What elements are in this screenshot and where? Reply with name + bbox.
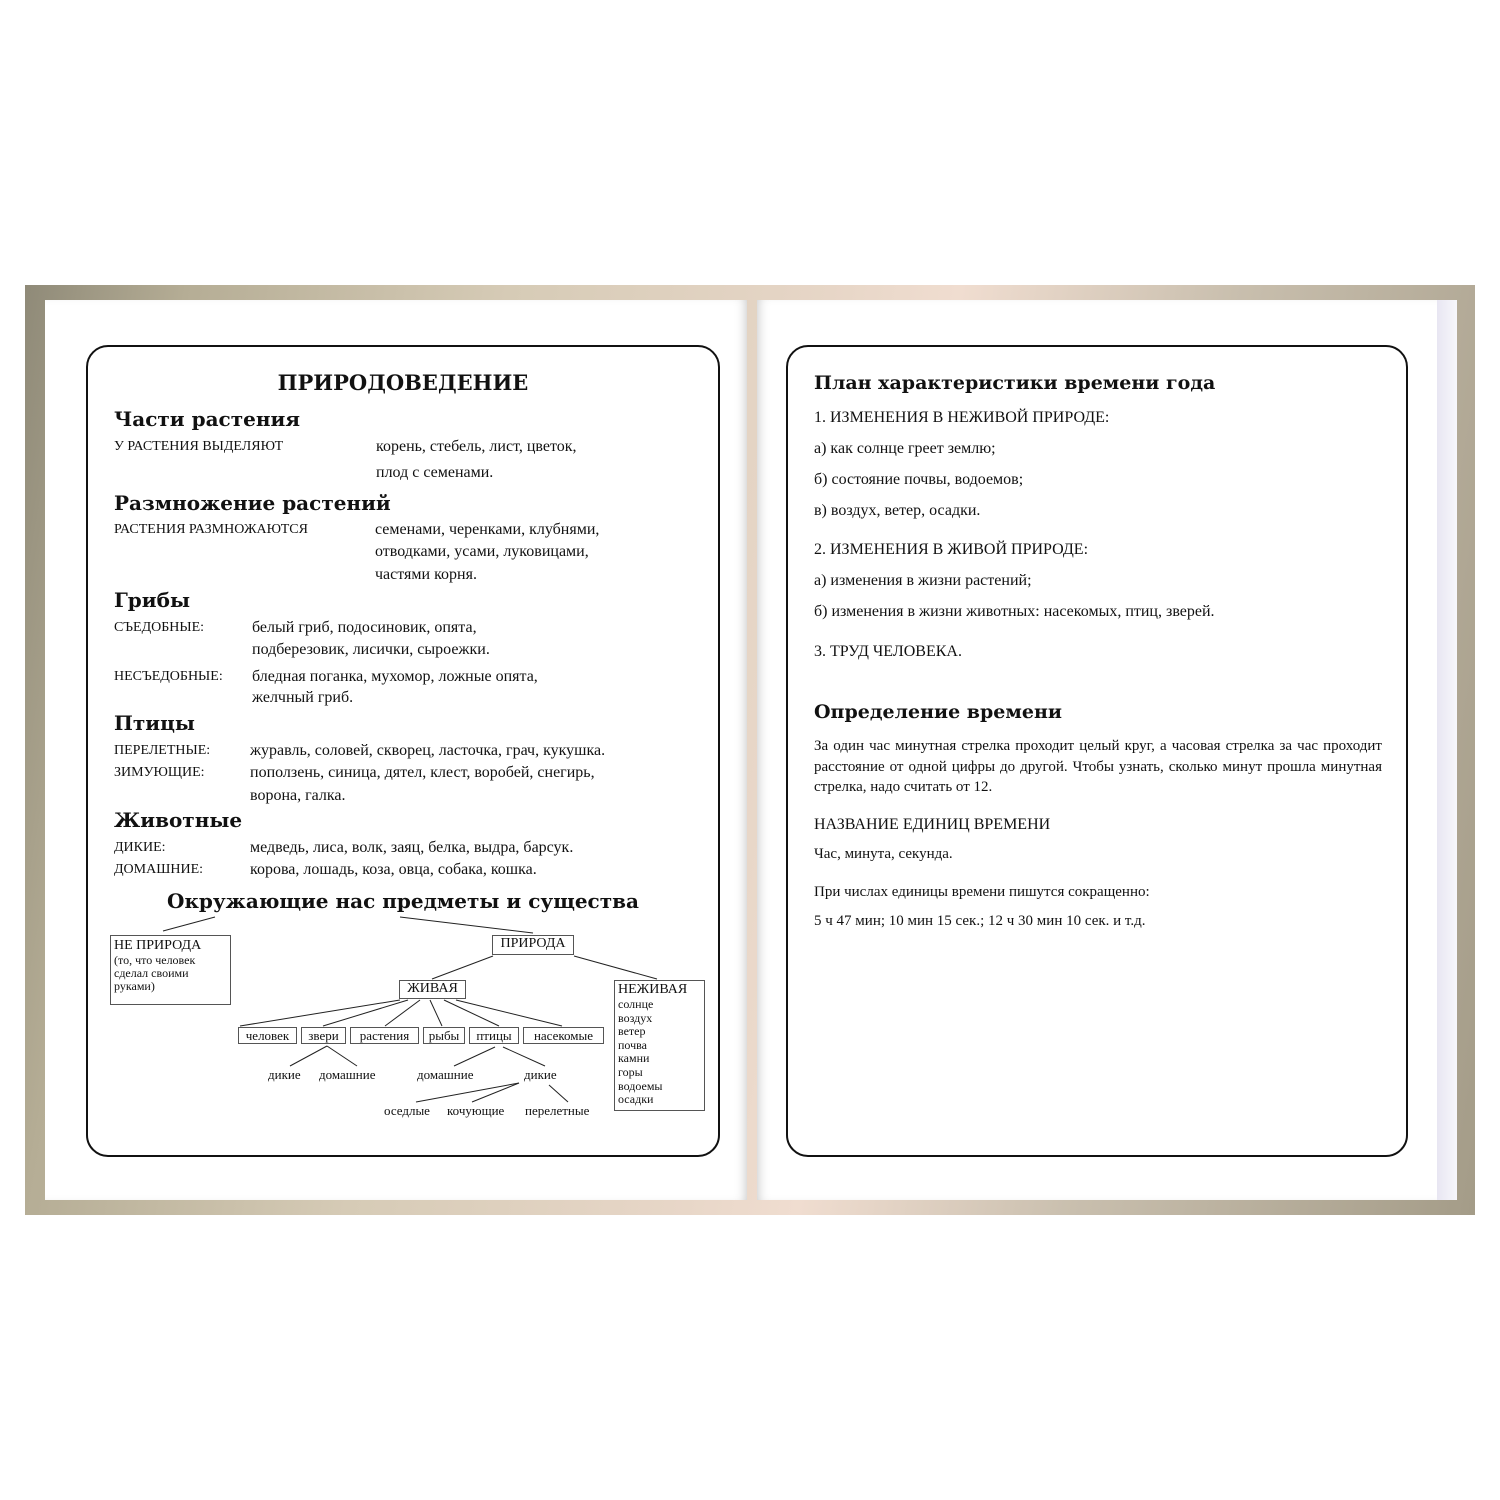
plan-line: а) как солнце греет землю;	[814, 440, 996, 457]
plan-line: б) изменения в жизни животных: насекомых, птиц, зверей.	[814, 603, 1215, 620]
row-value: плод с семенами.	[376, 464, 494, 481]
non-living-box	[614, 980, 705, 1111]
not-nature-desc: сделал своими	[114, 966, 189, 980]
beasts-wild-label: дикие	[268, 1067, 301, 1082]
section-heading: Размножение растений	[114, 491, 391, 515]
plan-line: а) изменения в жизни растений;	[814, 572, 1032, 589]
beasts-domestic-label: домашние	[319, 1067, 376, 1082]
non-living-item: горы	[618, 1064, 643, 1079]
non-living-title: НЕЖИВАЯ	[618, 982, 688, 997]
living-child-box: рыбы	[423, 1027, 465, 1044]
non-living-item: водоемы	[618, 1078, 663, 1093]
living-box: ЖИВАЯ	[399, 980, 466, 999]
birds-domestic-label: домашние	[417, 1067, 474, 1082]
row-label: ПЕРЕЛЕТНЫЕ:	[114, 743, 211, 758]
abbrev-example: 5 ч 47 мин; 10 мин 15 сек.; 12 ч 30 мин 10 сек. и т.д.	[814, 913, 1146, 929]
non-living-item: солнце	[618, 997, 654, 1011]
living-child-box: звери	[301, 1027, 346, 1044]
abbrev-note: При числах единицы времени пишутся сокращенно:	[814, 884, 1150, 900]
section-heading: Грибы	[114, 588, 191, 612]
row-value: белый гриб, подосиновик, опята,	[252, 619, 477, 636]
diagram-title: Окружающие нас предметы и существа	[167, 889, 639, 913]
page-title: ПРИРОДОВЕДЕНИЕ	[277, 370, 529, 395]
row-value: желчный гриб.	[252, 689, 354, 706]
wild-birds-label: перелетные	[525, 1103, 590, 1118]
row-value: медведь, лиса, волк, заяц, белка, выдра, барсук.	[250, 839, 574, 856]
section-heading: Определение времени	[814, 701, 1062, 723]
plan-line: 1. ИЗМЕНЕНИЯ В НЕЖИВОЙ ПРИРОДЕ:	[814, 409, 1110, 426]
section-heading: План характеристики времени года	[814, 372, 1216, 394]
section-heading: Животные	[114, 808, 243, 832]
living-child-box: насекомые	[523, 1027, 604, 1044]
row-label: ДОМАШНИЕ:	[114, 862, 204, 877]
row-value: ворона, галка.	[250, 787, 346, 804]
row-label: ЗИМУЮЩИЕ:	[114, 765, 205, 780]
row-label: У РАСТЕНИЯ ВЫДЕЛЯЮТ	[114, 439, 284, 454]
row-value: семенами, черенками, клубнями,	[375, 521, 600, 538]
living-child-box: человек	[238, 1027, 297, 1044]
nature-box: ПРИРОДА	[492, 935, 574, 955]
row-value: корень, стебель, лист, цветок,	[376, 438, 577, 455]
row-value: корова, лошадь, коза, овца, собака, кошка.	[250, 861, 537, 878]
living-child-box: птицы	[469, 1027, 519, 1044]
not-nature-box	[110, 935, 231, 1005]
living-child-box: растения	[350, 1027, 419, 1044]
row-label: ДИКИЕ:	[114, 840, 166, 855]
non-living-item: воздух	[618, 1010, 653, 1025]
not-nature-title: НЕ ПРИРОДА	[114, 938, 202, 953]
units-heading: НАЗВАНИЕ ЕДИНИЦ ВРЕМЕНИ	[814, 816, 1051, 833]
section-heading: Части растения	[114, 407, 301, 431]
non-living-item: камни	[618, 1051, 650, 1066]
non-living-item: почва	[618, 1037, 647, 1052]
plan-line: 3. ТРУД ЧЕЛОВЕКА.	[814, 643, 962, 660]
row-value: отводками, усами, луковицами,	[375, 543, 589, 560]
not-nature-desc: (то, что человек	[114, 953, 196, 967]
row-label: НЕСЪЕДОБНЫЕ:	[114, 669, 223, 684]
wild-birds-label: кочующие	[447, 1103, 505, 1118]
birds-wild-label: дикие	[524, 1067, 557, 1082]
row-value: подберезовик, лисички, сыроежки.	[252, 641, 490, 658]
row-value: бледная поганка, мухомор, ложные опята,	[252, 668, 538, 685]
plan-line: б) состояние почвы, водоемов;	[814, 471, 1024, 488]
time-paragraph: За один час минутная стрелка проходит целый круг, а часовая стрелка за час проходит расстояние от одной цифры до другой. Чтобы узнать, сколько минут прошла минутная стрелка, надо считать от 12.	[814, 738, 1382, 795]
plan-line: 2. ИЗМЕНЕНИЯ В ЖИВОЙ ПРИРОДЕ:	[814, 541, 1089, 558]
row-label: РАСТЕНИЯ РАЗМНОЖАЮТСЯ	[114, 522, 308, 537]
section-heading: Птицы	[114, 711, 195, 735]
wild-birds-label: оседлые	[384, 1103, 430, 1118]
non-living-item: ветер	[618, 1024, 646, 1039]
non-living-item: осадки	[618, 1092, 654, 1107]
row-value: поползень, синица, дятел, клест, воробей, снегирь,	[250, 764, 595, 781]
units-text: Час, минута, секунда.	[814, 846, 953, 862]
row-label: СЪЕДОБНЫЕ:	[114, 620, 205, 635]
plan-line: в) воздух, ветер, осадки.	[814, 502, 981, 519]
not-nature-desc: руками)	[114, 979, 155, 993]
row-value: журавль, соловей, скворец, ласточка, грач, кукушка.	[250, 742, 606, 759]
row-value: частями корня.	[375, 566, 477, 583]
